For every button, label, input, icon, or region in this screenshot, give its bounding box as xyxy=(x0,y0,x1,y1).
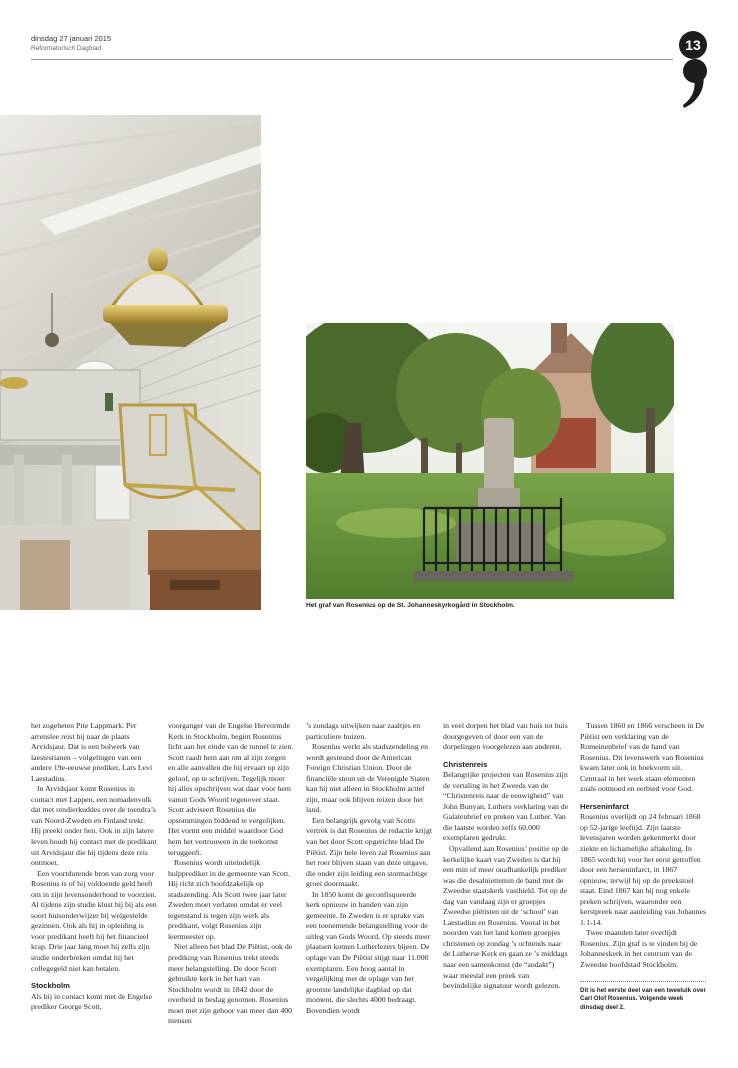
paragraph: Opvallend aan Rosenius’ positie op de kerkelijke kaart van Zweden is dat hij een min of meer onafhankelijk prediker was die desalniettemin de band met de Zweedse staatskerk vasthield. Tot op de dag van vandaag zijn er groepjes Zweedse piëtisten uit de ‘school’ van Laestadius en Rosenius. Vooral in het noorden van het land komen groepjes christenen op zondag ’s ochtends naar de Lutherse Kerk en gaan ze ’s middags naar een samenkomst (de “andakt”) waar meestal een preek van bevindelijke signatuur wordt gelezen. xyxy=(443,843,569,991)
paragraph: Als hij in contact komt met de Engelse prediker George Scott, xyxy=(31,991,153,1012)
paragraph: Belangrijke projecten van Rosenius zijn de vertaling in het Zweeds van de “Christenreis naar de eeuwigheid” van John Bunyan, Luthers verklaring van de Galatenbrief en preken van Luther. Van die laatste worden zelfs 60.000 exemplaren gedrukt. xyxy=(443,770,569,843)
paragraph: ’s zondags uitwijken naar zaaltjes en particuliere huizen. xyxy=(306,721,421,741)
series-endnote: Dit is het eerste deel van een tweeluik over Carl Olof Rosenius. Volgende week dinsdag deel 2. xyxy=(580,986,706,1011)
issue-date: dinsdag 27 januari 2015 xyxy=(31,34,112,43)
paragraph: Tussen 1860 en 1866 verscheen in De Piëtist een verklaring van de Romeinenbrief van de hand van Rosenius. Dit levenswerk van Rosenius kwam later ook in boekvorm uit. Centraal in het werk staan elementen zoals ootmoed en eerbied voor God. xyxy=(580,721,705,794)
article-column-3 xyxy=(306,721,432,1016)
subheading-christenreis: Christenreis xyxy=(443,759,488,769)
article-column-1 xyxy=(31,721,157,1013)
paragraph: Niet alleen het blad De Piëtist, ook de prediking van Rosenius trekt steeds meer belangstelling. De door Scott gebruikte kerk in het hart van Stockholm wordt in 1842 door de overheid in beslag genomen. Rosenius moet met zijn gehoor van meer dan 400 mensen xyxy=(168,942,293,1026)
page-number-badge: 13 xyxy=(679,31,707,59)
article-column-4 xyxy=(443,721,569,992)
paragraph: het zogeheten Pite Lappmark. Per arrenslee reist hij naar de plaats Arvidsjaur. Dat is een bolwerk van laestestianen – volgelingen van een andere 19e-eeuwse prediker, Lars Levi Laestadius. xyxy=(31,721,153,783)
article-column-5 xyxy=(580,721,706,1012)
paragraph: voorganger van de Engelse Hervormde Kerk in Stockholm, begint Rosenius licht aan het einde van de tunnel te zien. Scott raadt hem aan om al zijn zorgen en alle aanvallen die hij ervaart op zijn geloof, op te schrijven. Tegelijk moet hij alles opschrijven wat daar voor hem vanuit Gods Woord tegenover staat. Scott adviseert Rosenius die opsommingen biddend te vergelijken. Het vormt een middel waardoor God hem het vertrouwen in de toekomst teruggeeft. xyxy=(168,721,294,857)
subheading-herseninfarct: Herseninfarct xyxy=(580,801,629,811)
grave-monument-photo xyxy=(306,323,674,599)
paragraph: Rosenius werkt als stadszendeling en wordt gesteund door de American Foreign Christian Union. Door de financiële steun uit de Verenigde Staten kan hij niet alleen in Stockholm actief zijn, maar ook blijven reizen door het land. xyxy=(306,742,430,815)
photo-caption: Het graf van Rosenius op de St. Johanneskyrkogård in Stockholm. xyxy=(306,602,515,609)
paragraph: In 1850 komt de geconfisqueerde kerk opnieuw in handen van zijn gemeente. In Zweden is er sprake van een toenemende belangstelling voor de uitleg van Gods Woord. Op steeds meer plaatsen komen Lutherlezers bijeen. De oplage van De Piëtist stijgt naar 11.000 exemplaren. Een hoog aantal in vergelijking met de oplage van het grootste landelijke dagblad op dat moment, die slechts 4000 bedraagt. Bovendien wordt xyxy=(306,889,431,1015)
header-rule xyxy=(31,59,673,60)
paragraph: Twee maanden later overlijdt Rosenius. Zijn graf is te vinden bij de Johanneskerk in het centrum van de Zweedse hoofdstad Stockholm. xyxy=(580,928,698,969)
subheading-stockholm: Stockholm xyxy=(31,981,70,991)
paragraph: in veel dorpen het blad van huis tot huis doorgegeven of door een van de dorpelingen voorgelezen aan anderen. xyxy=(443,721,568,752)
paragraph: Rosenius wordt uiteindelijk hulpprediker in de gemeente van Scott. Hij richt zich hoofdzakelijk op stadszending. Als Scott twee jaar later Zweden moet verlaten omdat er veel tegenstand is tegen zijn werk als predikant, volgt Rosenius zijn leermeester op. xyxy=(168,858,291,941)
article-column-2 xyxy=(168,721,294,1027)
comma-logo-icon xyxy=(678,58,710,110)
paragraph: Rosenius overlijdt op 24 februari 1868 op 52-jarige leeftijd. Zijn laatste levensjaren worden gekenmerkt door ziekte en lichamelijke aftakeling. In 1865 wordt hij voor het eerst getroffen door een herseninfarct, in 1867 opnieuw, terwijl hij op de preekstoel staat. Eind 1867 kan hij nog enkele preken schrijven, waaronder een kerstpreek naar aanleiding van Johannes 1:1-14. xyxy=(580,812,706,927)
paragraph: Een voortdurende bron van zorg voor Rosenius is of hij voldoende geld heeft om in zijn levensonderhoud te voorzien. Al tijdens zijn studie klust hij bij als een soort huisonderwijzer bij welgestelde gezinnen. Ook als hij in opleiding is voor predikant heeft hij het financieel krap. Drie jaar lang moet hij zelfs zijn studie onderbreken omdat hij het collegegeld niet kan betalen. xyxy=(31,868,157,973)
church-interior-photo xyxy=(0,115,261,610)
paragraph: Een belangrijk gevolg van Scotts vertrek is dat Rosenius de redactie krijgt van het door Scott opgerichte blad De Piëtist. Zijn hele leven zal Rosenius aan het roer blijven staan van deze uitgave, die onder zijn leiding een stormachtige groei doormaakt. xyxy=(306,815,433,889)
newspaper-name: Reformatorisch Dagblad xyxy=(31,45,102,52)
paragraph: In Arvidsjaur komt Rosenius in contact met Lappen, een nomadenvolk dat met rendierkuddes over de toendra’s van Noord-Zweden en Finland trekt. Hij preekt onder hen. Ook in zijn latere leven houdt hij contact met de predikant uit Arvidsjaur die hij tijdens deze reis ontmoet. xyxy=(31,784,157,868)
